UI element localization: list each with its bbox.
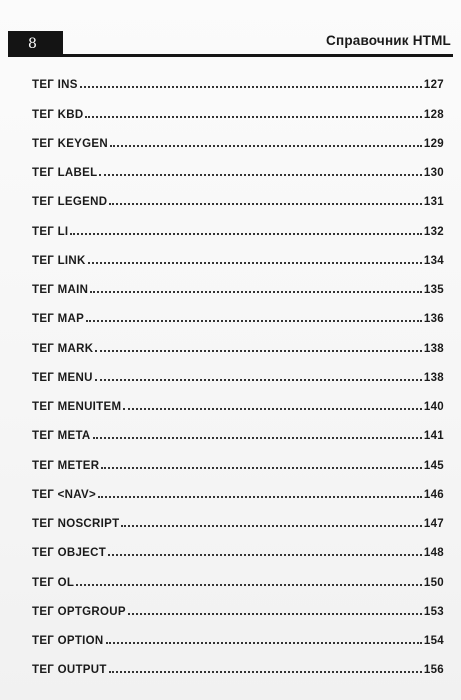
page-number: 8 — [28, 36, 37, 52]
toc-entry-page-number: 146 — [423, 488, 444, 501]
toc-entry-label: ТЕГ MENU — [32, 371, 93, 384]
toc-entry-page-number: 148 — [423, 547, 444, 560]
toc-entry-page-number: 127 — [423, 79, 444, 92]
toc-entry — [32, 62, 444, 91]
toc-entry-label: ТЕГ KBD — [32, 108, 84, 121]
dot-leader — [80, 86, 422, 88]
dot-leader — [70, 233, 421, 235]
toc-entry-label: ТЕГ MAIN — [32, 284, 89, 296]
toc-entry — [32, 150, 444, 179]
dot-leader — [108, 554, 422, 556]
toc-entry-page-number: 153 — [423, 605, 444, 618]
dot-leader — [106, 642, 422, 644]
toc-entry — [32, 179, 444, 208]
dot-leader — [101, 467, 422, 469]
page-header — [8, 31, 453, 57]
toc-entry-label: ТЕГ OPTGROUP — [32, 605, 126, 618]
toc-entry-label: ТЕГ META — [32, 430, 91, 443]
toc-entry-label: ТЕГ MARK — [32, 342, 94, 355]
toc-entry — [32, 647, 444, 676]
dot-leader — [123, 408, 422, 410]
toc-entry-page-number: 129 — [423, 137, 444, 150]
toc-entry-page-number: 141 — [423, 430, 444, 443]
toc-entry-page-number: 130 — [423, 167, 444, 179]
toc-entry-page-number: 131 — [423, 196, 444, 209]
toc-entry-page-number: 138 — [423, 342, 444, 355]
dot-leader — [86, 320, 422, 322]
toc-entry-page-number: 134 — [423, 254, 444, 267]
dot-leader — [88, 262, 422, 264]
toc-entry-label: ТЕГ MENUITEM — [32, 401, 122, 413]
toc-entry — [32, 325, 444, 354]
toc-entry-page-number: 154 — [423, 635, 444, 647]
toc-entry-page-number: 135 — [423, 284, 444, 296]
dot-leader — [95, 350, 422, 352]
dot-leader — [98, 496, 422, 498]
toc-entry — [32, 355, 444, 384]
table-of-contents — [32, 62, 444, 676]
toc-entry-label: ТЕГ OUTPUT — [32, 664, 107, 677]
header-rule — [8, 54, 453, 57]
toc-entry-label: ТЕГ LABEL — [32, 167, 98, 179]
toc-entry — [32, 208, 444, 237]
toc-entry-page-number: 132 — [423, 225, 444, 238]
toc-entry-label: ТЕГ OBJECT — [32, 547, 107, 560]
dot-leader — [109, 671, 422, 673]
toc-entry — [32, 618, 444, 647]
dot-leader — [109, 203, 422, 205]
toc-entry — [32, 238, 444, 267]
dot-leader — [121, 525, 421, 527]
dot-leader — [128, 613, 422, 615]
toc-entry — [32, 530, 444, 559]
toc-entry-label: ТЕГ <NAV> — [32, 488, 96, 501]
toc-entry — [32, 589, 444, 618]
toc-entry-label: ТЕГ LEGEND — [32, 196, 108, 209]
toc-entry-label: ТЕГ OL — [32, 576, 75, 589]
dot-leader — [93, 437, 422, 439]
toc-entry — [32, 413, 444, 442]
toc-entry — [32, 267, 444, 296]
toc-entry — [32, 296, 444, 325]
toc-entry-page-number: 156 — [423, 664, 444, 677]
toc-entry-page-number: 150 — [423, 576, 444, 589]
toc-entry-page-number: 147 — [423, 518, 444, 530]
toc-entry — [32, 501, 444, 530]
toc-entry-label: ТЕГ LINK — [32, 254, 86, 267]
dot-leader — [76, 584, 422, 586]
toc-entry — [32, 442, 444, 471]
toc-entry-page-number: 128 — [423, 108, 444, 121]
toc-entry-page-number: 145 — [423, 459, 444, 472]
dot-leader — [95, 379, 422, 381]
toc-entry — [32, 472, 444, 501]
toc-entry-page-number: 140 — [423, 401, 444, 413]
toc-entry — [32, 121, 444, 150]
dot-leader — [85, 116, 421, 118]
dot-leader — [99, 174, 421, 176]
toc-entry-label: ТЕГ METER — [32, 459, 100, 472]
running-title: Справочник HTML — [326, 33, 451, 48]
toc-entry — [32, 559, 444, 588]
toc-entry-label: ТЕГ LI — [32, 225, 69, 238]
toc-entry-label: ТЕГ KEYGEN — [32, 137, 108, 150]
toc-entry-label: ТЕГ MAP — [32, 313, 85, 326]
dot-leader — [110, 145, 422, 147]
toc-entry-label: ТЕГ INS — [32, 79, 78, 92]
toc-entry-label: ТЕГ OPTION — [32, 635, 104, 647]
toc-entry — [32, 384, 444, 413]
dot-leader — [90, 291, 422, 293]
toc-entry-page-number: 138 — [423, 371, 444, 384]
toc-entry-page-number: 136 — [423, 313, 444, 326]
toc-entry — [32, 91, 444, 120]
toc-entry-label: ТЕГ NOSCRIPT — [32, 518, 120, 530]
